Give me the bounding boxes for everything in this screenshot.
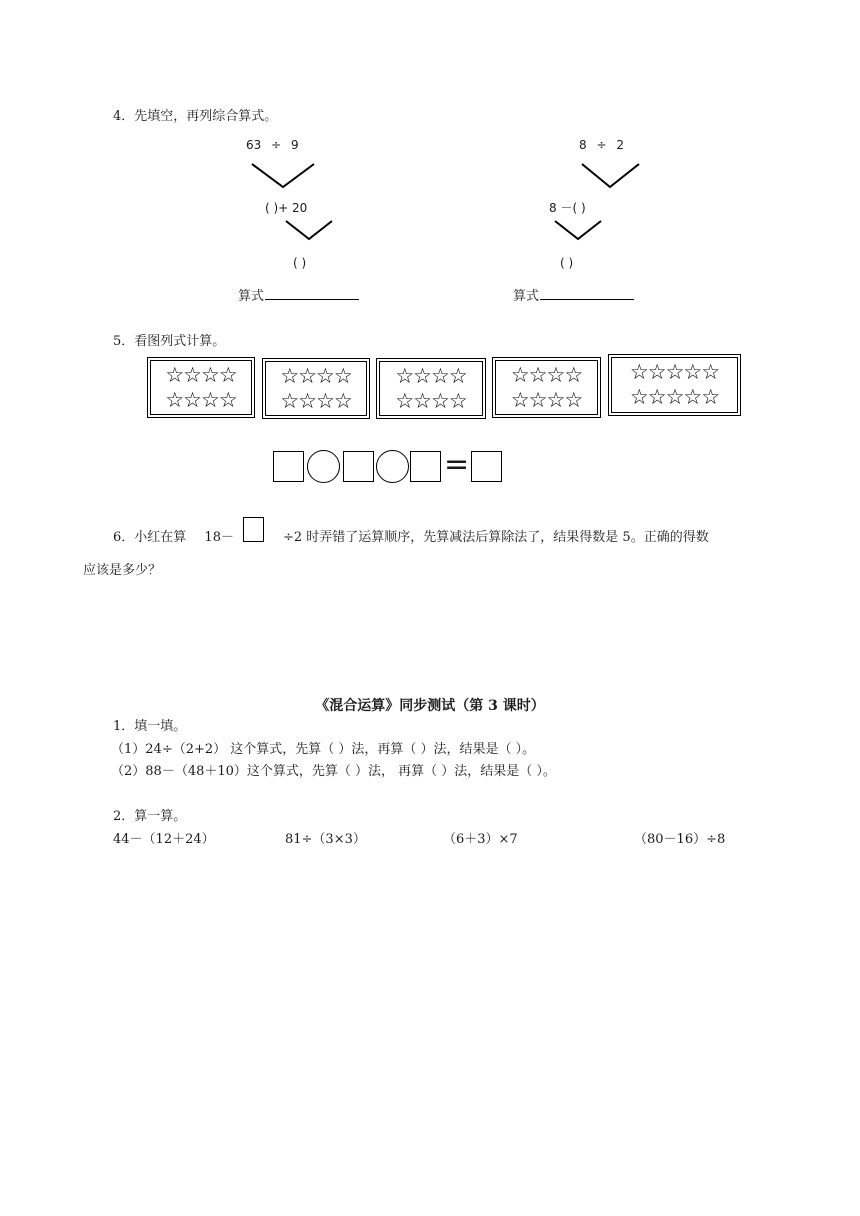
q4-left-formula [238, 286, 359, 305]
q6-prefix: 6．小红在算 [113, 530, 187, 545]
operator-circle-2[interactable] [376, 450, 409, 483]
q4-left-formula-label: 算式 [238, 289, 265, 304]
star-row: ☆☆☆☆ [395, 389, 467, 413]
star-row: ☆☆☆☆ [395, 364, 467, 388]
star-group-5 [608, 354, 741, 416]
q4-right-result-blank: ( ) [560, 256, 574, 270]
q4-right-middle-expression: 8 －( ) [549, 201, 586, 215]
section-q2-label: 2．算一算。 [113, 809, 187, 824]
star-row: ☆☆☆☆ [165, 388, 237, 412]
q4-left-join-lines-2 [283, 218, 335, 242]
answer-box-result[interactable] [471, 451, 502, 482]
star-row: ☆☆☆☆ [280, 389, 352, 413]
calc-item: 44－（12＋24） [113, 832, 215, 847]
answer-box-2[interactable] [343, 451, 374, 482]
q4-label: 4．先填空，再列综合算式。 [113, 109, 278, 124]
equals-sign: = [444, 447, 470, 482]
calc-item: （6＋3）×7 [443, 832, 518, 847]
star-group-2 [262, 358, 370, 419]
star-row-wide: ☆☆☆☆☆ [629, 360, 720, 384]
q4-left-middle-expression: ( )+ 20 [265, 201, 308, 215]
star-row: ☆☆☆☆ [280, 364, 352, 388]
star-group-1 [147, 357, 255, 418]
q4-left-result-blank: ( ) [293, 256, 307, 270]
answer-box-1[interactable] [273, 451, 304, 482]
q4-left-top-expression: 63 ÷ 9 [246, 138, 299, 152]
q4-right-formula-label: 算式 [513, 289, 540, 304]
calc-item: 81÷（3×3） [285, 832, 366, 847]
star-row: ☆☆☆☆ [165, 363, 237, 387]
q4-right-join-lines-1 [579, 160, 643, 190]
answer-box-3[interactable] [410, 451, 441, 482]
q4-right-formula-answer-line[interactable] [540, 286, 634, 300]
q4-right-join-lines-2 [552, 218, 604, 242]
star-group-4 [492, 357, 601, 418]
q6-suffix: ÷2 时弄错了运算顺序，先算减法后算除法了，结果得数是 5。正确的得数 [283, 530, 709, 545]
q6-line-1 [113, 530, 234, 546]
star-row: ☆☆☆☆ [510, 388, 583, 412]
operator-circle-1[interactable] [307, 450, 340, 483]
q4-left-formula-answer-line[interactable] [265, 286, 359, 300]
section-q1-label: 1．填一填。 [113, 719, 187, 734]
star-group-3 [376, 358, 486, 419]
q4-right-formula [513, 286, 634, 305]
q6-line-2: 应该是多少？ [83, 563, 162, 578]
q6-unknown-box[interactable] [243, 517, 264, 542]
q4-left-join-lines-1 [248, 160, 318, 190]
star-row: ☆☆☆☆ [510, 363, 583, 387]
q5-label: 5．看图列式计算。 [113, 334, 226, 349]
calc-item: （80－16）÷8 [634, 832, 726, 847]
section-title: 《混合运算》同步测试（第 3 课时） [315, 698, 545, 714]
section-q1-item-2: （2）88－（48＋10）这个算式，先算（ ）法， 再算（ ）法，结果是（ ）。 [111, 764, 556, 779]
q6-expression-start: 18－ [204, 530, 234, 545]
section-q1-item-1: （1）24÷（2+2） 这个算式，先算（ ）法，再算（ ）法，结果是（ ）。 [111, 742, 536, 757]
star-row-wide: ☆☆☆☆☆ [629, 385, 720, 409]
q4-right-top-expression: 8 ÷ 2 [579, 138, 624, 152]
